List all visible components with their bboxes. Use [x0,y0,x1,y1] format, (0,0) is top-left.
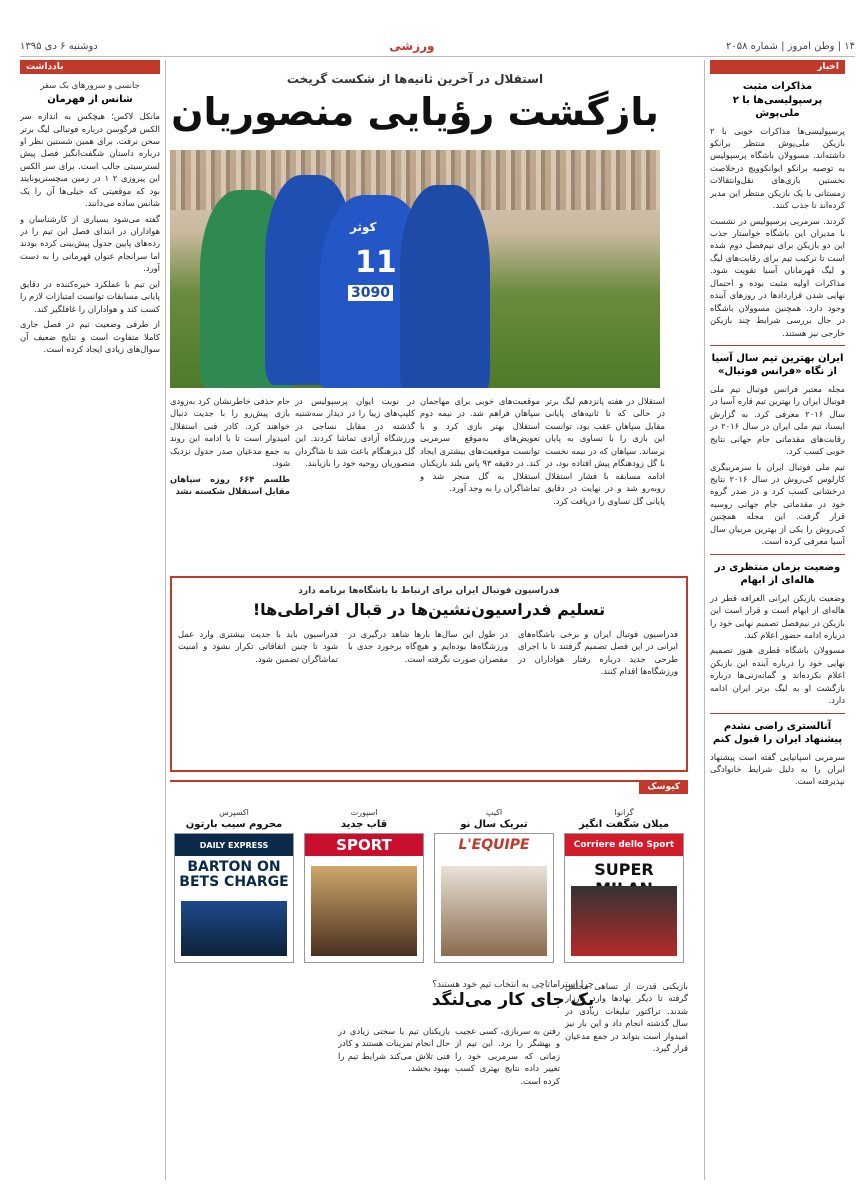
editorial-para-4: از طرفی وضعیت تیم در فصل جاری کاملا متفاوت است و نتایج ضعیف آن سوال‌های زیادی ایجاد کرده است. [20,319,160,354]
main-col-1: استقلال در هفته پانزدهم لیگ برتر در حالی که تا ثانیه‌های پایانی مقابل سپاهان عقب بود، توانست این بازی را با تساوی به پایان برساند. سپاهان که در نیمه نخست با گل زودهنگام پیش افتاده بود، در ادامه مسابقه با فشار استقلال روبه‌رو شد و در نهایت در دقایق پایانی گل تساوی را دریافت کرد. [545,396,665,506]
editorial-byline: جانسی و سرورهای بک سفر [40,81,140,91]
main-col-4: جام حذفی خاطرنشان کرد به‌زودی بازی پیش‌رو را با جدیت دنبال خواهند کرد. کادر فنی استقلال امیدوار است تا با ادامه این روند به جمع مدعیان صدر جدول نزدیک شود. طلسم ۶۶۴ روزه سپاهان مقابل استقلال شکسته نشد [170,396,290,497]
jersey-sponsor: کوثر [350,220,377,234]
editorial-para-3: این تیم با عملکرد خیره‌کننده در دقایق پایانی مسابقات توانست امتیازات لازم را کسب کند و هواداران را غافلگیر کند. [20,278,160,314]
news1-title: مذاکرات مثبت پرسپولیسی‌ها با ۲ ملی‌پوش [732,81,823,119]
boxed-title: تسلیم فدراسیون‌نشین‌ها در قبال افراطی‌ها! [252,600,606,619]
editorial-title: شانس از فهرمان [47,93,133,105]
news1-body-extra: کردند. سرمربی پرسپولیس در نشست با مدیران این باشگاه خواستار جذب این دو بازیکن برای نیم‌فصل دوم شده است تا ترکیب تیم برای رقابت‌های لیگ و لیگ قهرمانان آسیا تقویت شود. مذاکرات اولیه مثبت بوده و احتمال نهایی شدن قرارداد‌ها در روزهای آینده وجود دارد. همچنین مسوولان باشگاه در حال بررسی شرایط چند بازیکن خارجی نیز هستند. [710,215,845,338]
kiosk-paper-2: اکیپ تبریک سال نو L'EQUIPE [434,808,554,968]
jersey-number: 11 [355,245,397,280]
jersey-sponsor-number: 3090 [348,285,393,301]
main-headline: بازگشت رؤیایی منصوریان [171,90,659,134]
kiosk-paper-4: اکسپرس محروم سیب بارتون DAILY EXPRESS BARTON ON BETS CHARGE [174,808,294,968]
news1-body: پرسپولیسی‌ها مذاکرات خوبی با ۲ بازیکن ملی‌پوش منتظر برانکو داشته‌اند. مسوولان باشگاه پرسپولیس به توصیه برانکو ایوانکوویچ درخلاصت نخستین بازی‌های نقل‌وانتقالات زمستانی با یک بازیکن منتظر این مدیر کرده‌اند تا جذب کنند. [710,125,845,211]
paper-cover-3: SPORT [304,833,424,963]
bottom-col-mid: رفتن به سربازی، کسی عجیب و بهشگر را برد. این تیم از زمانی که سرمربی خود را تغییر داده نتایج بهتری کسب کرده است. [455,1026,560,1086]
news2-title: ایران بهترین تیم سال آسیا از نگاه «فرانس فوتبال» [711,352,844,378]
page-number-issue: ۱۴ | وطن امروز | شماره ۲۰۵۸ [725,40,855,52]
news3-body-extra: مسوولان باشگاه قطری هنوز تصمیم نهایی خود را درباره آینده این بازیکن اعلام نکرده‌اند و گمانه‌زنی‌ها درباره بازگشت او به لیگ برتر ایران ادامه دارد. [710,645,845,706]
kiosk-paper-3: اسپورت قاب جدید SPORT [304,808,424,968]
kiosk-tag: کیوسک [639,780,688,794]
kiosk-paper-1: گرانوا میلان شگفت انگیز Corriere dello Sport SUPER [564,808,684,968]
boxed-story [170,576,688,772]
boxed-col-3: فدراسیون باید با جدیت بیشتری وارد عمل شود تا چنین اتفاقاتی تکرار نشود و امنیت تماشاگران تضمین شود. [178,629,338,664]
editorial-tag: بادداشت [20,60,160,74]
column-divider-left [165,60,166,1180]
news2-body-extra: تیم ملی فوتبال ایران با سرمربیگری کارلوس کی‌روش در سال ۲۰۱۶ نتایج درخشانی کسب کرد و در صدر گروه خود در مقدماتی جام جهانی روسیه قرار گرفت. این مجله همچنین کی‌روش را یکی از بهترین مربیان سال آسیا معرفی کرده است. [710,461,845,547]
page-header [20,36,855,57]
section-title: ورزشی [389,39,435,53]
news3-body: وضعیت بازیکن ایرانی الغرافه قطر در هاله‌ای از ابهام است و قرار است این بازیکن در نیم‌فصل تصمیم نهایی خود را درباره ادامه حضور اعلام کند. [710,592,845,640]
page-date: دوشنبه ۶ دی ۱۳۹۵ [20,40,98,52]
editorial-para-1: مانکل لاکس؛ هیچکس به اندازه سر الکس فرگوسن درباره فوتبالی لیگ برتر سخن نرفت. برای همین شستین نظر او درباره داستان شگفت‌انگیز فصل پیش لسترسیتی جالب است. برای سر الکس این پیروزی ۲ ۱ در زمین منچستریونایتد بود که موقعیتی که خیلی‌ها آن را یک شانس ساده می‌دانند. [20,111,160,209]
cover-photo-4 [181,901,287,956]
paper-cover-2: L'EQUIPE [434,833,554,963]
news4-title: آنالستر‌ی راضی نشدم پیشنهاد ایران را قبول کنم [712,720,843,746]
main-photo [170,150,660,388]
paper-cover-4: DAILY EXPRESS BARTON ON BETS CHARGE [174,833,294,963]
news-column [710,80,845,970]
cover-photo-3 [311,866,417,956]
kiosk-section [170,780,688,978]
editorial-column [20,80,160,1180]
news-section-tag: اخبار [710,60,845,74]
bottom-kicker: چرا استراماتاچی به انتخاب تیم خود هستند؟ [432,980,594,990]
player-figure-3 [400,185,490,388]
boxed-col-1: فدراسیون فوتبال ایران و برخی باشگاه‌های ایرانی در این فصل تصمیم گرفتند تا با اجرای طرحی جدید درباره رفتار هواداران در ورزشگاه‌ها اقدام کنند. [518,629,678,677]
main-supertitle: استقلال در آخرین ثانیه‌ها از شکست گریخت [286,72,544,86]
main-col-3: در نوبت ایوان پرسپولیس در کلیپ‌های زیبا را در دیدار سه‌شنبه گذشته در مقابل نساجی در ورزشگاه آزادی تماشا کردند. این گل دیرهنگام باعث شد تا شاگردان منصوریان روحیه خود را بازیابند. [295,396,415,469]
bottom-title: یک جای کار می‌لنگد [431,990,595,1010]
paper-cover-1: Corriere dello Sport SUPER [564,833,684,963]
column-divider-right [704,60,705,1180]
news4-body: سرمربی اسپانیایی گفته است پیشنهاد ایران را به دلیل شرایط خانوادگی نپذیرفته است. [710,751,845,787]
news3-title: وضعیت بزمان منتظری در هاله‌ای از ابهام [714,561,841,587]
bottom-col-right: بازیکنی قدرت از تساهی مجلس گرفته تا دیگر نهادها وارد کارزار شدند. تراکتور تبلیغات زیادی در سال گذشته انجام داد و این بار نیز امیدوار است بتواند در جمع مدعیان قرار گیرد. [565,981,688,1054]
cover-photo-1 [571,886,677,956]
boxed-col-2: در طول این سال‌ها بارها شاهد درگیری در ورزشگاه‌ها بوده‌ایم و هیچ‌گاه برخورد جدی با مقصران صورت نگرفته است. [348,629,508,664]
main-col-2: موقعیت‌های خوبی برای مهاجمان سپاهان فراهم شد. در نیمه دوم استقلال بهتر بازی کرد و با تعویض‌های به‌موقع سرمربی توانست موقعیت‌های بیشتری ایجاد کند. در دقیقه ۹۳ پاس بلند بازیکنان استقلال به گل منجر شد و تماشاگران را به وجد آورد. [420,396,540,494]
stat-note: طلسم ۶۶۴ روزه سپاهان مقابل استقلال شکسته نشد [170,473,290,497]
cover-photo-2 [441,866,547,956]
editorial-para-2: گفته می‌شود بسیاری از کارشناسان و هواداران در ابتدای فصل این تیم را در رده‌های پایین جدول پیش‌بینی کرده بودند اما سرانجام عنوان قهرمانی را به دست آورد. [20,213,160,274]
news2-body: مجله معتبر فرانس فوتبال تیم ملی فوتبال ایران را بهترین تیم قاره آسیا در سال ۲۰۱۶ معرفی کرد. به گزارش ایسنا، تیم ملی ایران در سال ۲۰۱۶ در رقابت‌های مقدماتی جام جهانی نتایج خوبی کسب کرد. [710,383,845,457]
boxed-kicker: فدراسیون فوتبال ایران برای ارتباط با باشگاه‌ها برنامه دارد [298,586,560,596]
bottom-col-left: بازیکنان تیم با سختی زیادی در حال انجام تمرینات هستند و کادر فنی تلاش می‌کند شرایط تیم را بهبود بخشد. [338,1026,450,1074]
